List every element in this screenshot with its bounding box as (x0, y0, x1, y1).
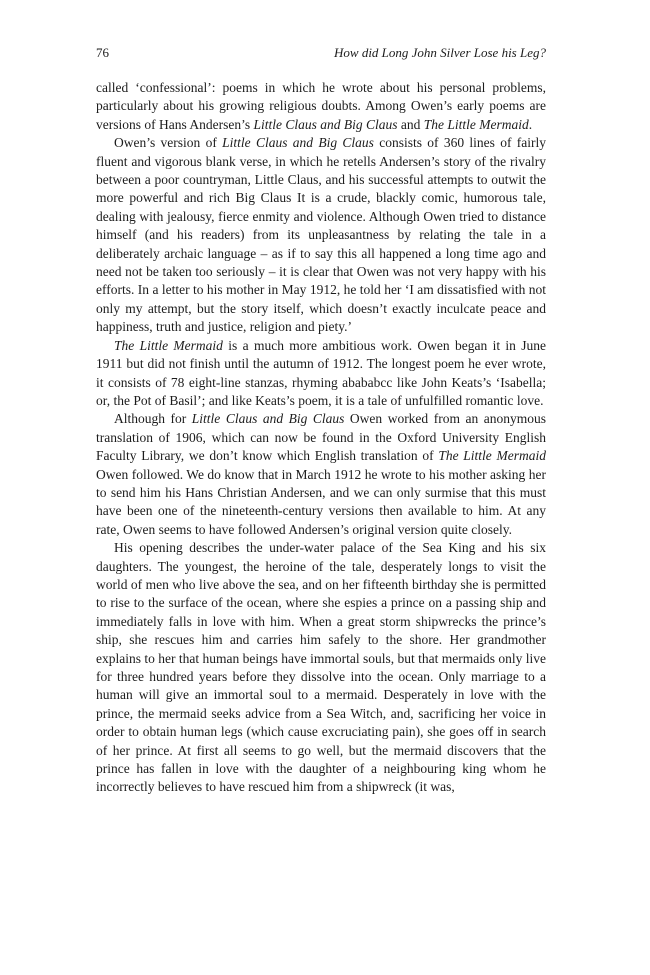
paragraph (96, 79, 546, 134)
text-run: . (528, 116, 533, 132)
text-run: His opening describes the under-water palace of the Sea King and his six daughters. The youngest, the heroine of the tale, desperately longs to visit the world of men who live above the sea, and on her fifteenth birthday she is permitted to rise to the surface of the ocean, where she espies a prince on a passing ship and immediately falls in love with him. When a great storm shipwrecks the prince’s ship, she rescues him and carries him safely to the shore. Her grandmother explains to her that human beings have immortal souls, but that mermaids only live for three hundred years before they dissolve into the ocean. Only marriage to a human will give an immortal soul to a mermaid. Desperately in love with the prince, the mermaid seeks advice from a Sea Witch, and, sacrificing her voice in order to obtain human legs (which cause excruciating pain), she goes off in search of her prince. At first all seems to go well, but the mermaid discovers that the prince has fallen in love with the daughter of a neighbouring king whom he incorrectly believes to have rescued him from a shipwreck (it was, (96, 540, 546, 795)
body-text (96, 79, 546, 797)
italic-title: Little Claus and Big Claus (222, 135, 374, 151)
text-run: and (397, 116, 424, 132)
page-number: 76 (96, 45, 109, 60)
text-run: Owen worked from an anonymous translation of 1906, which can now be found in the Oxford University English Faculty Library, we don’t know which English translation of (96, 411, 546, 464)
running-header (96, 44, 546, 62)
paragraph (96, 337, 546, 411)
italic-title: The Little Mermaid (423, 116, 529, 132)
book-page (96, 44, 546, 797)
paragraph (96, 539, 546, 797)
text-run: is a much more ambitious work. Owen began it in June 1911 but did not finish until the autumn of 1912. The longest poem he ever wrote, it consists of 78 eight-line stanzas, rhyming abababcc like John Keats’s ‘Isabella; or, the Pot of Basil’; and like Keats’s poem, it is a tale of unfulfilled romantic love. (96, 337, 546, 408)
paragraph (96, 410, 546, 539)
text-run: Owen followed. We do know that in March 1912 he wrote to his mother asking her to send him his Hans Christian Andersen, and we can only surmise that this must have been one of the nineteenth-century versions then available to him. At any rate, Owen seems to have followed Andersen’s original version quite closely. (96, 466, 546, 537)
running-title: How did Long John Silver Lose his Leg? (334, 45, 546, 60)
text-run: called ‘confessional’: poems in which he wrote about his personal problems, particularly about his growing religious doubts. Among Owen’s early poems are versions of Hans Andersen’s (96, 80, 546, 132)
italic-title: Little Claus and Big Claus (253, 116, 398, 132)
italic-title: The Little Mermaid (114, 337, 223, 353)
italic-title: The Little Mermaid (438, 448, 546, 464)
paragraph (96, 134, 546, 336)
text-run: Although for (114, 411, 192, 427)
text-run: Owen’s version of (114, 135, 223, 151)
italic-title: Little Claus and Big Claus (191, 411, 345, 427)
text-run: consists of 360 lines of fairly fluent and vigorous blank verse, in which he retells Andersen’s story of the rivalry between a poor countryman, Little Claus, and his successful attempts to outwit the more powerful and rich Big Claus It is a crude, blackly comic, humorous tale, dealing with jealousy, fierce enmity and violence. Although Owen tried to distance himself (and his readers) from its unpleasantness by relating the tale in a deliberately archaic language – as if to say this all happened a long time ago and need not be taken too seriously – it is clear that Owen was not very happy with his efforts. In a letter to his mother in May 1912, he told her ‘I am dissatisfied with not only my attempt, but the story itself, which doesn’t exactly inculcate peace and happiness, truth and justice, religion and piety.’ (96, 135, 546, 335)
